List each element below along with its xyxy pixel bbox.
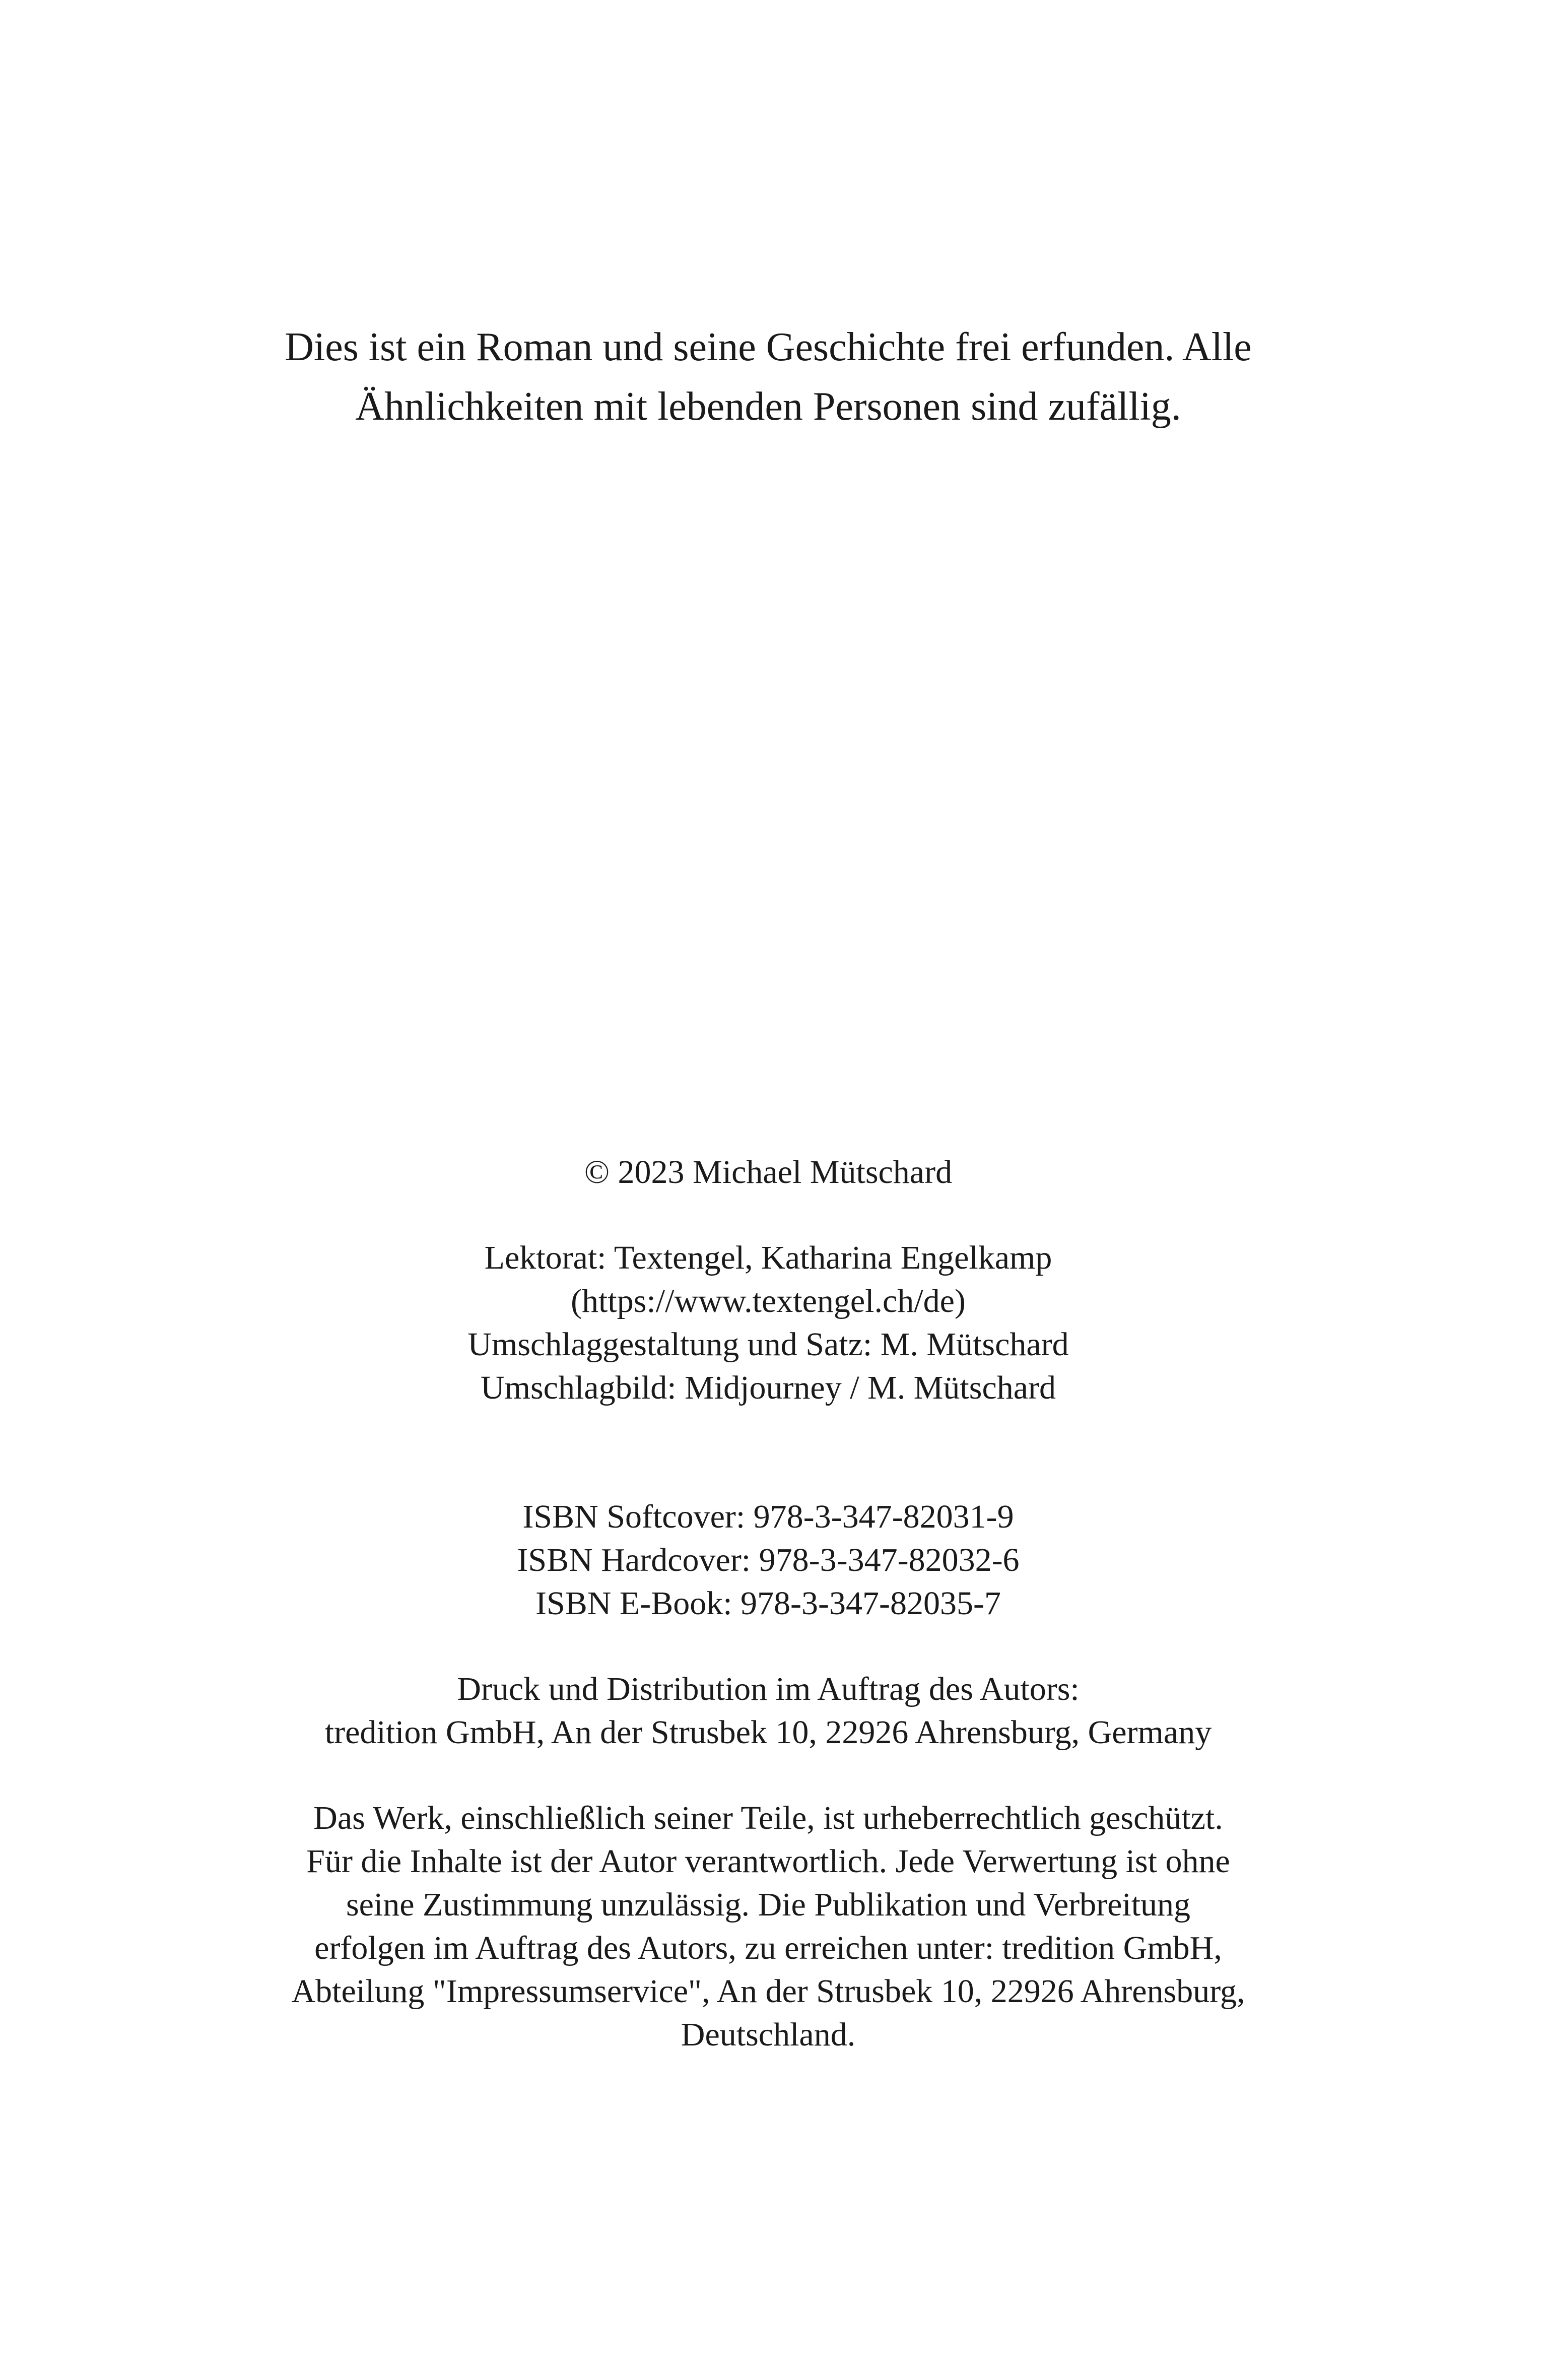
- credit-line-url: (https://www.textengel.ch/de): [571, 1283, 966, 1319]
- disclaimer-line: Dies ist ein Roman und seine Geschichte frei erfunden. Alle: [285, 325, 1252, 369]
- printing-address-line: tredition GmbH, An der Strusbek 10, 22926 Ahrensburg, Germany: [324, 1714, 1212, 1751]
- isbn-hardcover: ISBN Hardcover: 978-3-347-82032-6: [517, 1542, 1020, 1578]
- legal-line: Für die Inhalte ist der Autor verantwortlich. Jede Verwertung ist ohne: [306, 1843, 1230, 1880]
- credit-line-cover-image: Umschlagbild: Midjourney / M. Mütschard: [480, 1369, 1056, 1406]
- printing-distribution: [191, 1668, 1345, 1754]
- copyright-line: © 2023 Michael Mütschard: [584, 1154, 953, 1191]
- printing-line: Druck und Distribution im Auftrag des Autors:: [457, 1671, 1080, 1707]
- copyright-notice: [191, 1151, 1345, 1194]
- legal-line: seine Zustimmung unzulässig. Die Publikation und Verbreitung: [346, 1886, 1191, 1923]
- credit-line-design: Umschlaggestaltung und Satz: M. Mütschard: [467, 1326, 1069, 1363]
- disclaimer-line: Ähnlichkeiten mit lebenden Personen sind zufällig.: [355, 384, 1181, 429]
- legal-line: Das Werk, einschließlich seiner Teile, ist urheberrechtlich geschützt.: [313, 1800, 1223, 1836]
- credits-section: [191, 1236, 1345, 1410]
- legal-notice: [191, 1797, 1345, 2057]
- isbn-section: [191, 1495, 1345, 1625]
- isbn-softcover: ISBN Softcover: 978-3-347-82031-9: [522, 1498, 1014, 1535]
- fiction-disclaimer: [191, 317, 1345, 436]
- legal-line: Deutschland.: [681, 2016, 856, 2053]
- credit-line-editing: Lektorat: Textengel, Katharina Engelkamp: [484, 1239, 1052, 1276]
- legal-line: erfolgen im Auftrag des Autors, zu erreichen unter: tredition GmbH,: [314, 1930, 1222, 1966]
- legal-line: Abteilung "Impressumservice", An der Strusbek 10, 22926 Ahrensburg,: [291, 1973, 1245, 2010]
- isbn-ebook: ISBN E-Book: 978-3-347-82035-7: [535, 1585, 1001, 1622]
